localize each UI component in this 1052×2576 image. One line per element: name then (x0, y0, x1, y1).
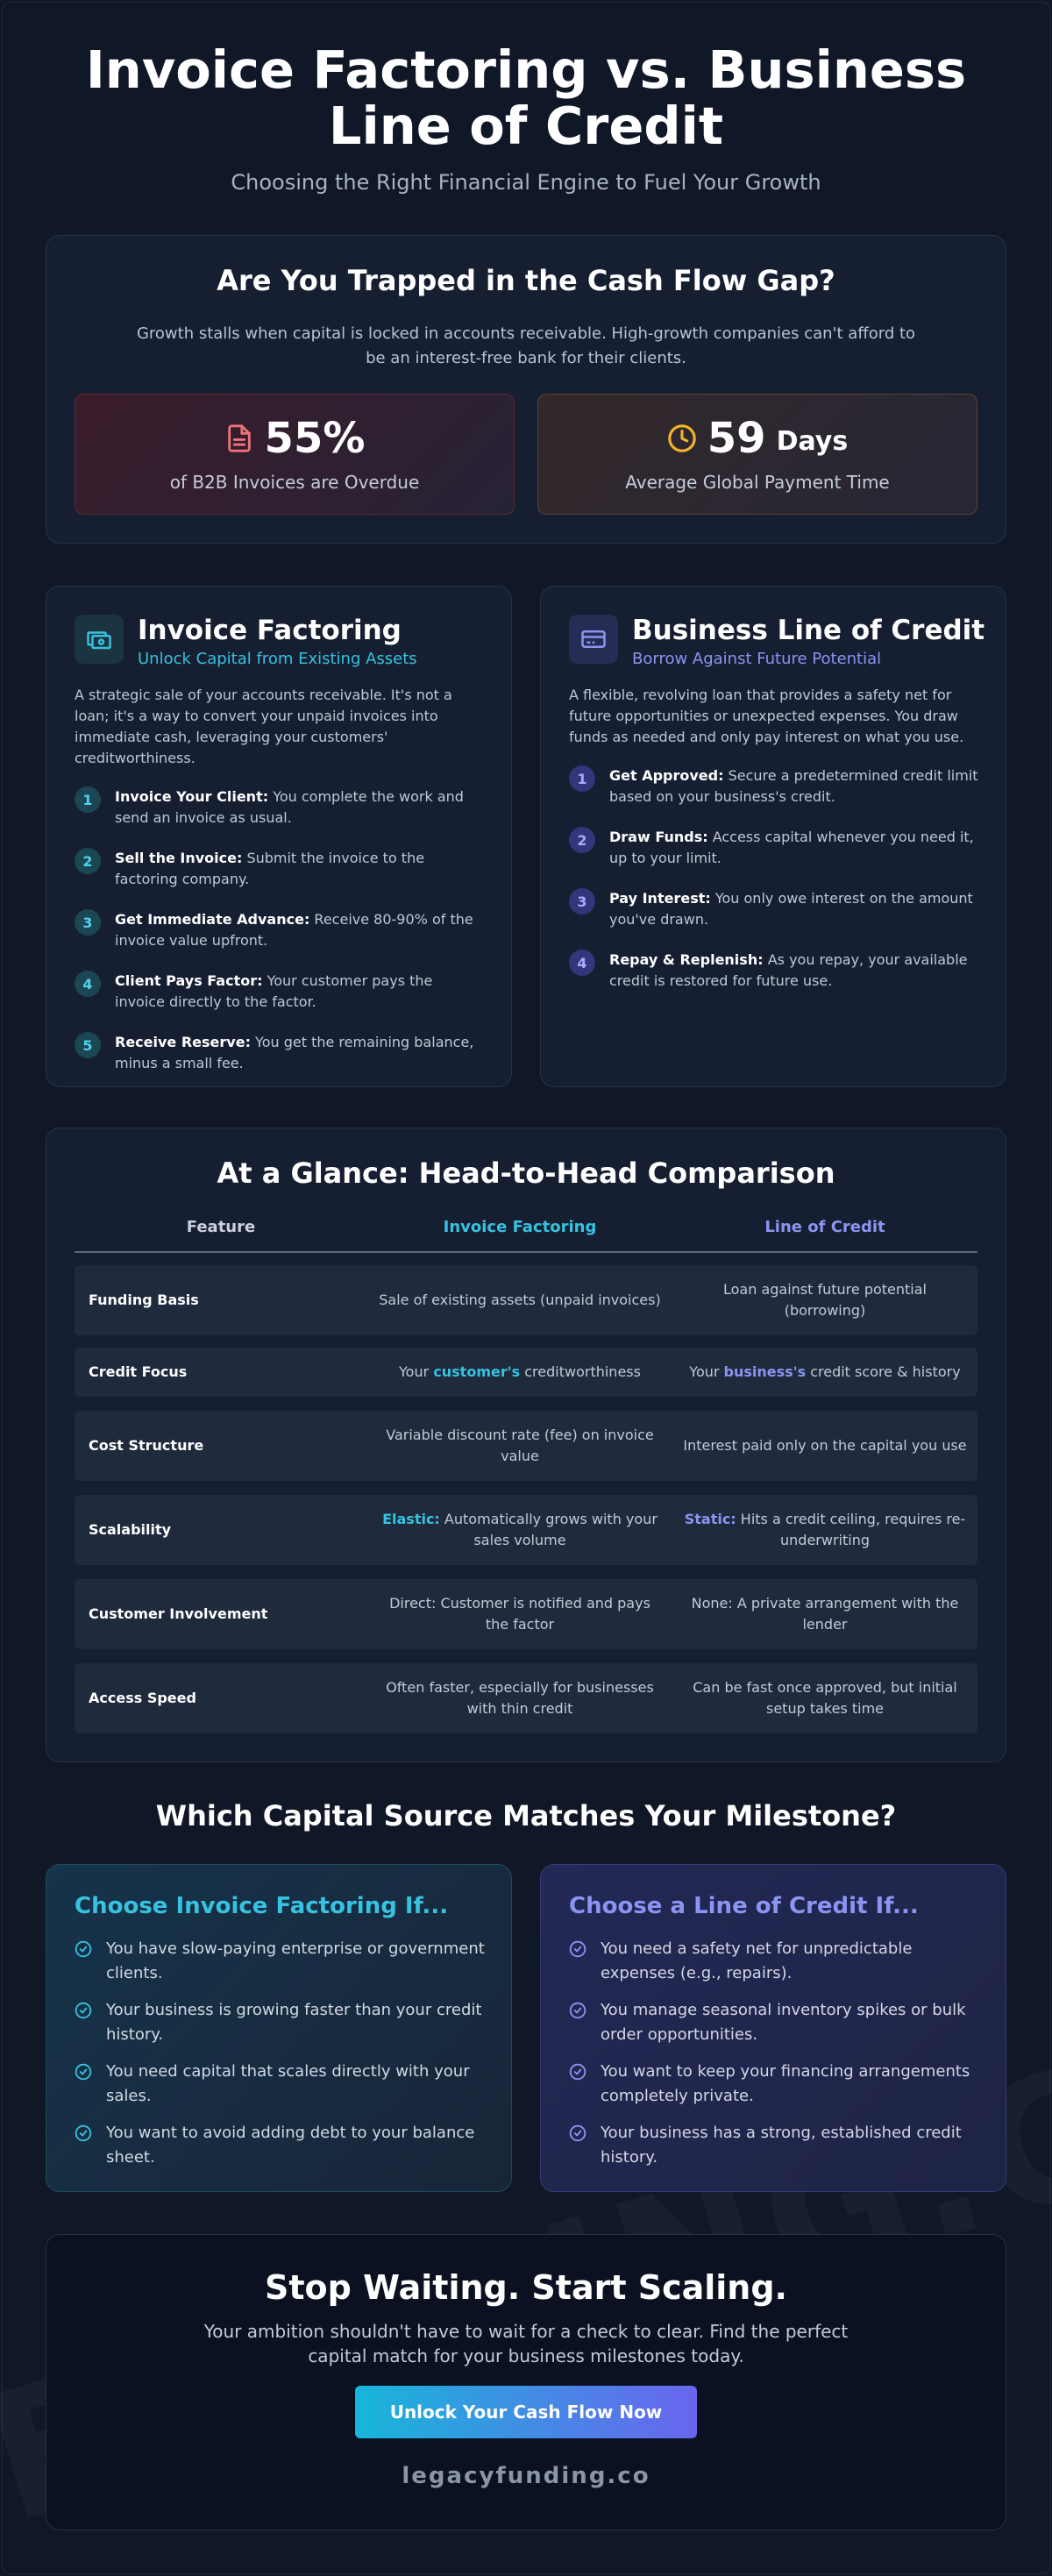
step-title: Get Immediate Advance: (115, 911, 310, 928)
list-item (75, 848, 487, 890)
comparison-title: At a Glance: Head-to-Head Comparison (217, 1156, 835, 1190)
check-text: Your business is growing faster than your credit history. (106, 2001, 482, 2044)
step-text: As you repay, your available credit is restored for future use. (609, 951, 968, 989)
choose-factoring-card (46, 1864, 512, 2192)
choose-loc-card (540, 1864, 1006, 2192)
step-text: Access capital whenever you need it, up to your limit. (609, 829, 974, 866)
site-domain: legacyfunding.co (402, 2463, 650, 2489)
invoice-factoring-card (46, 586, 512, 1087)
list-item (75, 786, 487, 829)
cash-flow-gap-card (46, 235, 1006, 544)
check-text: You want to keep your financing arrangements completely private. (601, 2062, 970, 2105)
factoring-description: A strategic sale of your accounts receivable. It's not a loan; it's a way to convert your unpaid invoices into immediate cash, leveraging your customers' creditworthiness. (75, 687, 452, 766)
step-number: 5 (75, 1032, 101, 1058)
list-item (75, 909, 487, 951)
column-header-factoring: Invoice Factoring (443, 1218, 597, 1236)
step-number: 4 (75, 971, 101, 997)
step-text: Submit the invoice to the factoring company. (115, 850, 425, 887)
step-number: 3 (569, 888, 595, 914)
step-title: Draw Funds: (609, 829, 708, 845)
loc-description: A flexible, revolving loan that provides a safety net for future opportunities or unexpected expenses. You draw funds as needed and only pay interest on what you use. (569, 687, 964, 745)
list-item (75, 971, 487, 1013)
step-title: Client Pays Factor: (115, 972, 263, 989)
stat-label: Average Global Payment Time (625, 472, 890, 493)
loc-cell: Your business's credit score & history (689, 1363, 961, 1380)
list-item (75, 2121, 487, 2170)
page-subtitle: Choosing the Right Financial Engine to Fuel Your Growth (231, 170, 821, 195)
feature-cell: Funding Basis (89, 1292, 199, 1308)
stat-overdue (75, 394, 515, 515)
gap-title: Are You Trapped in the Cash Flow Gap? (217, 264, 835, 297)
list-item (569, 827, 981, 869)
list-item (75, 1937, 487, 1986)
list-item (569, 1937, 981, 1986)
check-text: You manage seasonal inventory spikes or bulk order opportunities. (601, 2001, 966, 2044)
loc-subtitle: Borrow Against Future Potential (632, 650, 882, 668)
table-row (75, 1411, 977, 1481)
check-circle-icon (75, 2002, 92, 2019)
table-row (75, 1348, 977, 1397)
factoring-cell: Sale of existing assets (unpaid invoices) (379, 1292, 661, 1308)
loc-cell: Can be fast once approved, but initial setup takes time (693, 1679, 957, 1717)
list-item (569, 888, 981, 930)
loc-cell: Interest paid only on the capital you use (683, 1437, 967, 1454)
step-number: 3 (75, 909, 101, 936)
list-item (569, 950, 981, 992)
step-number: 1 (75, 786, 101, 813)
check-text: You want to avoid adding debt to your balance sheet. (106, 2124, 475, 2167)
table-row (75, 1579, 977, 1649)
loc-cell: Loan against future potential (borrowing) (722, 1281, 927, 1319)
table-row (75, 1663, 977, 1733)
step-title: Sell the Invoice: (115, 850, 243, 866)
table-header (75, 1218, 977, 1253)
step-text: Secure a predetermined credit limit based on your business's credit. (609, 767, 978, 805)
step-text: You get the remaining balance, minus a small fee. (115, 1034, 474, 1071)
step-title: Get Approved: (609, 767, 724, 784)
feature-cell: Scalability (89, 1521, 172, 1538)
check-circle-icon (75, 2124, 92, 2142)
check-text: You have slow-paying enterprise or government clients. (106, 1939, 485, 1982)
step-number: 1 (569, 765, 595, 792)
choose-loc-title: Choose a Line of Credit If... (569, 1893, 919, 1919)
feature-cell: Credit Focus (89, 1363, 188, 1380)
list-item (569, 2060, 981, 2109)
step-text: Your customer pays the invoice directly to the factor. (115, 972, 433, 1010)
step-title: Pay Interest: (609, 890, 711, 907)
feature-cell: Access Speed (89, 1690, 196, 1706)
step-text: You only owe interest on the amount you've drawn. (609, 890, 973, 928)
factoring-cell: Elastic: Automatically grows with your sales volume (382, 1511, 658, 1548)
stat-payment-time (537, 394, 977, 515)
stat-value: 55% (264, 414, 366, 463)
step-number: 2 (75, 848, 101, 874)
loc-cell: None: A private arrangement with the lender (691, 1595, 959, 1633)
factoring-cell: Direct: Customer is notified and pays the factor (389, 1595, 650, 1633)
step-title: Repay & Replenish: (609, 951, 764, 968)
check-circle-icon (569, 2063, 586, 2081)
page-title: Invoice Factoring vs. Business Line of Credit (85, 39, 967, 156)
list-item (569, 765, 981, 808)
table-row (75, 1265, 977, 1335)
list-item (75, 2060, 487, 2109)
column-header-feature: Feature (186, 1218, 256, 1236)
list-item (75, 1998, 487, 2047)
step-number: 4 (569, 950, 595, 976)
cta-text: Your ambition shouldn't have to wait for a check to clear. Find the perfect capital match for your business milestones today. (203, 2321, 849, 2366)
step-title: Receive Reserve: (115, 1034, 251, 1050)
factoring-cell: Variable discount rate (fee) on invoice value (386, 1427, 654, 1464)
step-title: Invoice Your Client: (115, 788, 269, 805)
table-row (75, 1495, 977, 1565)
check-circle-icon (569, 2124, 586, 2142)
step-text: You complete the work and send an invoice as usual. (115, 788, 464, 826)
line-of-credit-card (540, 586, 1006, 1087)
document-icon (224, 423, 254, 453)
step-number: 2 (569, 827, 595, 853)
factoring-subtitle: Unlock Capital from Existing Assets (138, 650, 417, 668)
factoring-cell: Your customer's creditworthiness (399, 1363, 641, 1380)
check-text: You need a safety net for unpredictable expenses (e.g., repairs). (601, 1939, 913, 1982)
stat-value: 59 (707, 414, 766, 463)
check-circle-icon (75, 1940, 92, 1958)
loc-title: Business Line of Credit (632, 615, 985, 646)
unlock-cash-flow-button[interactable]: Unlock Your Cash Flow Now (355, 2386, 697, 2438)
column-header-loc: Line of Credit (764, 1218, 885, 1236)
check-text: You need capital that scales directly with your sales. (106, 2062, 470, 2105)
money-icon (75, 615, 124, 664)
choose-factoring-title: Choose Invoice Factoring If... (75, 1893, 449, 1919)
factoring-title: Invoice Factoring (138, 615, 402, 646)
factoring-steps (75, 786, 487, 1093)
stat-label: of B2B Invoices are Overdue (169, 472, 420, 493)
check-text: Your business has a strong, established credit history. (601, 2124, 962, 2167)
step-text: Receive 80-90% of the invoice value upfront. (115, 911, 473, 949)
cta-title: Stop Waiting. Start Scaling. (265, 2268, 787, 2307)
stat-unit: Days (776, 425, 849, 457)
feature-cell: Cost Structure (89, 1437, 204, 1454)
hero (0, 39, 1052, 195)
loc-cell: Static: Hits a credit ceiling, requires re-underwriting (684, 1511, 966, 1548)
milestone-title: Which Capital Source Matches Your Milestone? (155, 1799, 897, 1832)
comparison-card (46, 1128, 1006, 1762)
check-circle-icon (569, 1940, 586, 1958)
feature-cell: Customer Involvement (89, 1605, 268, 1622)
list-item (569, 1998, 981, 2047)
list-item (75, 1032, 487, 1074)
cta-card (46, 2234, 1006, 2530)
factoring-cell: Often faster, especially for businesses with thin credit (386, 1679, 654, 1717)
gap-description: Growth stalls when capital is locked in accounts receivable. High-growth companies can't afford to be an interest-free bank for their clients. (136, 324, 916, 367)
credit-card-icon (569, 615, 618, 664)
check-circle-icon (75, 2063, 92, 2081)
loc-steps (569, 765, 981, 1011)
check-circle-icon (569, 2002, 586, 2019)
list-item (569, 2121, 981, 2170)
clock-icon (667, 423, 697, 453)
